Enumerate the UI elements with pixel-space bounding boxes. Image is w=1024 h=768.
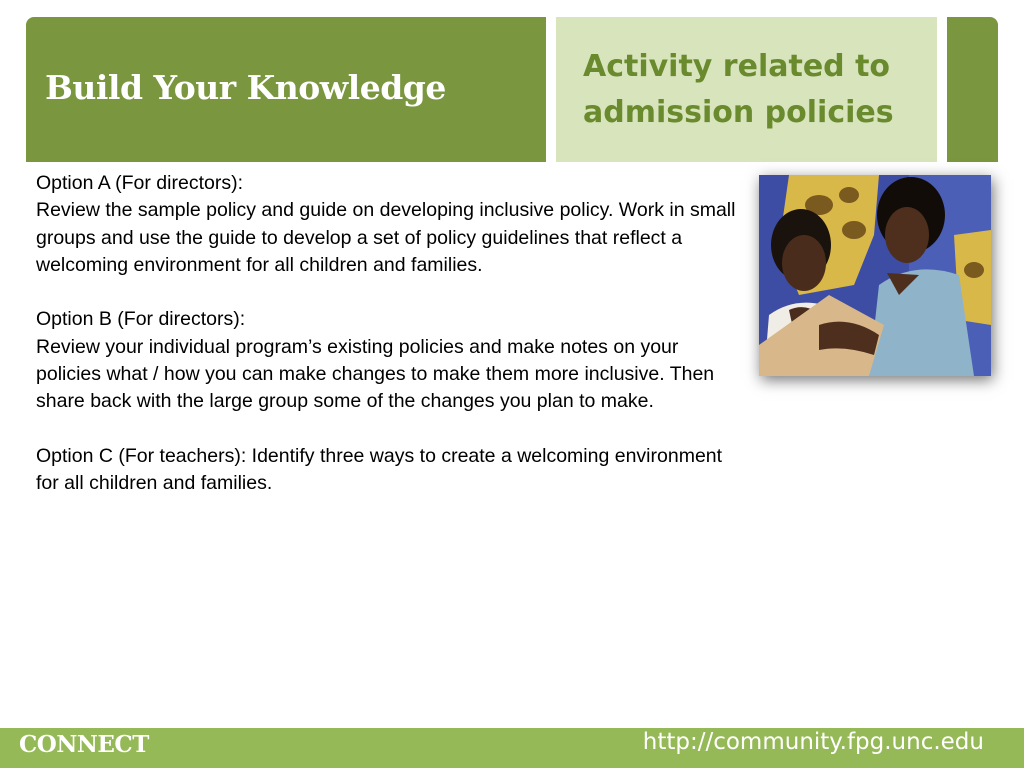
photo-women-reviewing-document <box>759 175 991 376</box>
footer-url: http://community.fpg.unc.edu <box>642 729 984 755</box>
option-b-heading: Option B (For directors): <box>36 308 246 331</box>
header-accent-bar <box>947 17 998 162</box>
option-a-heading: Option A (For directors): <box>36 172 243 194</box>
paragraph-gap <box>36 416 748 443</box>
photo-illustration <box>759 175 991 376</box>
slide-body <box>36 170 748 498</box>
option-c-text: Option C (For teachers): Identify three ways to create a welcoming environment for all children and families. <box>36 444 723 495</box>
option-b-text: Review your individual program’s existing policies and make notes on your policies what / how you can make changes to make them more inclusive. Then share back with the large group some of the changes you plan to make. <box>36 335 715 413</box>
paragraph-gap <box>36 279 748 306</box>
option-a-text: Review the sample policy and guide on developing inclusive policy. Work in small groups and use the guide to develop a set of policy guidelines that reflect a welcoming environment for all children and families. <box>36 199 736 276</box>
footer-brand: CONNECT <box>19 731 149 758</box>
slide-subtitle: Activity related to admission policies <box>583 49 894 130</box>
slide-title: Build Your Knowledge <box>45 68 446 107</box>
